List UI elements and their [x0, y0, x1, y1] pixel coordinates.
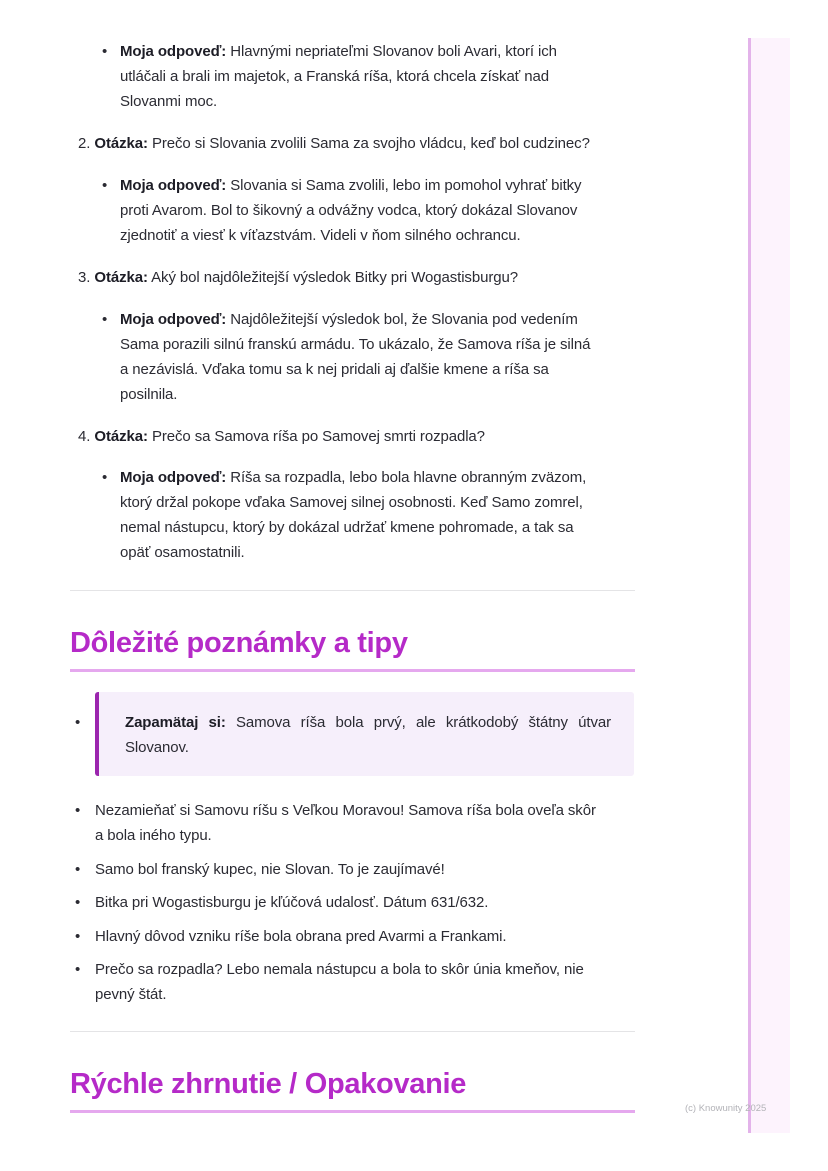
answer-item-3 [102, 307, 630, 407]
answer-line: posilnila. [120, 386, 178, 403]
answer-line: Moja odpoveď: Najdôležitejší výsledok bol, že Slovania pod vedením [120, 311, 578, 328]
section-heading-summary: Rýchle zhrnutie / Opakovanie [70, 1068, 467, 1100]
answer-label: Moja odpoveď: [120, 43, 227, 60]
answer-line: proti Avarom. Bol to šikovný a odvážny vodca, ktorý dokázal Slovanov [120, 202, 578, 219]
answer-line: Slovanmi moc. [120, 93, 218, 110]
answer-line: nemal nástupcu, ktorý by dokázal udržať kmene pohromade, a tak sa [120, 519, 574, 536]
bullet-icon: • [75, 861, 81, 878]
bullet-icon: • [75, 802, 81, 819]
answer-item-4 [102, 465, 630, 565]
section-divider [70, 1031, 635, 1032]
bullet-icon: • [75, 714, 81, 731]
tip-item: • Samo bol franský kupec, nie Slovan. To je zaujímavé! [95, 857, 635, 882]
copyright-credit: (c) Knowunity 2025 [685, 1103, 767, 1114]
answer-line: Moja odpoveď: Ríša sa rozpadla, lebo bola hlavne obranným zväzom, [120, 469, 587, 486]
remember-callout [95, 692, 634, 776]
answer-line: a nezávislá. Vďaka tomu sa k nej pridali aj ďalšie kmene a ríša sa [120, 361, 549, 378]
question-item-2 [78, 131, 638, 156]
heading-underline [70, 1110, 635, 1113]
answer-line: zjednotiť a viesť k víťazstvám. Videli v ňom silného ochrancu. [120, 227, 521, 244]
side-decoration-strip [748, 38, 790, 1133]
question-label: Otázka: [94, 135, 148, 152]
tip-item: • Nezamieňať si Samovu ríšu s Veľkou Moravou! Samova ríša bola oveľa skôr a bola iného typu. [95, 798, 635, 848]
bullet-icon: • [102, 469, 108, 486]
answer-line: Sama porazili silnú franskú armádu. To ukázalo, že Samova ríša je silná [120, 336, 591, 353]
bullet-icon: • [102, 43, 108, 60]
question-number: 3. [78, 269, 91, 286]
answer-label: Moja odpoveď: [120, 469, 227, 486]
tip-item: • Prečo sa rozpadla? Lebo nemala nástupcu a bola to skôr únia kmeňov, nie pevný štát. [95, 957, 635, 1007]
question-number: 4. [78, 428, 91, 445]
question-item-4 [78, 424, 638, 449]
question-text: Prečo si Slovania zvolili Sama za svojho vládcu, keď bol cudzinec? [151, 135, 590, 152]
answer-line: Moja odpoveď: Hlavnými nepriateľmi Slovanov boli Avari, ktorí ich [120, 43, 557, 60]
bullet-icon: • [102, 311, 108, 328]
bullet-icon: • [75, 928, 81, 945]
answer-line: ktorý držal pokope vďaka Samovej silnej osobnosti. Keď Samo zomrel, [120, 494, 583, 511]
bullet-icon: • [102, 177, 108, 194]
answer-line: utláčali a brali im majetok, a Franská ríša, ktorá chcela získať nad [120, 68, 550, 85]
answer-item-1 [102, 39, 630, 114]
question-number: 2. [78, 135, 91, 152]
tip-item: • Hlavný dôvod vzniku ríše bola obrana pred Avarmi a Frankami. [95, 924, 635, 949]
bullet-icon: • [75, 894, 81, 911]
side-decoration-line [748, 38, 751, 1133]
question-label: Otázka: [94, 428, 148, 445]
question-text: Prečo sa Samova ríša po Samovej smrti rozpadla? [151, 428, 485, 445]
bullet-icon: • [75, 961, 81, 978]
answer-item-2 [102, 173, 630, 248]
answer-line: Moja odpoveď: Slovania si Sama zvolili, lebo im pomohol vyhrať bitky [120, 177, 582, 194]
question-item-3 [78, 265, 638, 290]
heading-underline [70, 669, 635, 672]
callout-label: Zapamätaj si: [125, 714, 226, 731]
callout-text: Zapamätaj si: Samova ríša bola prvý, ale krátkodobý štátny útvar Slovanov. [125, 714, 612, 756]
answer-label: Moja odpoveď: [120, 311, 227, 328]
question-label: Otázka: [94, 269, 148, 286]
answer-line: opäť osamostatnili. [120, 544, 245, 561]
section-heading-notes: Dôležité poznámky a tipy [70, 627, 408, 659]
question-text: Aký bol najdôležitejší výsledok Bitky pri Wogastisburgu? [151, 269, 518, 286]
answer-label: Moja odpoveď: [120, 177, 227, 194]
tip-item: • Bitka pri Wogastisburgu je kľúčová udalosť. Dátum 631/632. [95, 890, 635, 915]
section-divider [70, 590, 635, 591]
